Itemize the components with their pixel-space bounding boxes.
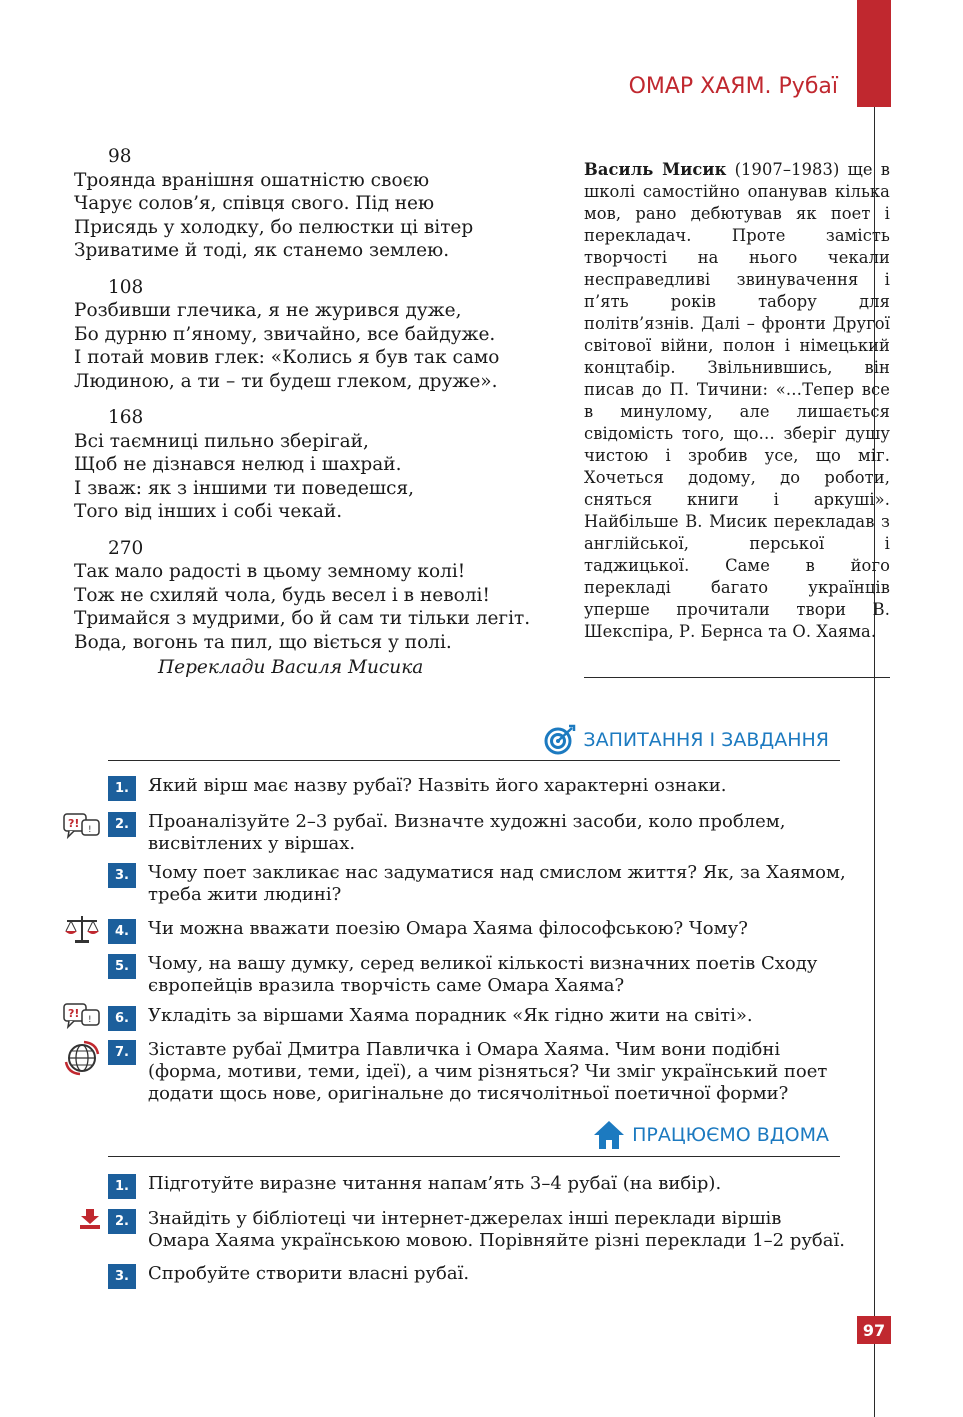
question-number: 2. [108, 812, 136, 837]
homework-number: 3. [108, 1264, 136, 1289]
question-number: 4. [108, 919, 136, 944]
poem-line: Того від інших і собі чекай. [74, 501, 343, 522]
margin-line-lower [874, 677, 875, 1417]
homework-number: 2. [108, 1209, 136, 1234]
homework-heading [592, 1119, 829, 1151]
poems [74, 145, 574, 680]
poem-line: Тож не схиляй чола, будь весел і в неволі! [74, 584, 490, 606]
question-number: 1. [108, 776, 136, 801]
poem-number: 270 [108, 537, 144, 559]
poem-line: І зваж: як з іншими ти поведешся, [74, 477, 415, 499]
question-text: Чому поет закликає нас задуматися над смислом життя? Як, за Хаямом, треба жити людині? [148, 862, 846, 905]
question-item [108, 1039, 848, 1105]
poem-line: Зриватиме й тоді, як станемо землею. [74, 240, 450, 261]
poem-line: Присядь у холодку, бо пелюстки ці вітер [74, 216, 474, 238]
poem-line: Всі таємниці пильно зберігай, [74, 430, 369, 452]
poem-line: Щоб не дізнався нелюд і шахрай. [74, 454, 402, 475]
question-text: Зіставте рубаї Дмитра Павличка і Омара Хаяма. Чим вони подібні (форма, мотиви, теми, ідеї), а чим різняться? Чи зміг український поет додати щось нове, оригінальне до тисячолітньої поетичної форми? [148, 1039, 828, 1104]
poem [74, 406, 574, 524]
homework-title: ПРАЦЮЄМО ВДОМА [632, 1124, 829, 1146]
homework-item [108, 1263, 848, 1289]
question-item [108, 1005, 848, 1031]
section-rule [108, 760, 840, 761]
poem-number: 98 [108, 146, 132, 167]
homework-text: Спробуйте створити власні рубаї. [148, 1263, 470, 1284]
question-text: Проаналізуйте 2–3 рубаї. Визначте художні засоби, коло проблем, висвітлених у віршах. [148, 811, 786, 854]
questions-heading [543, 724, 829, 756]
svg-text:!: ! [88, 1015, 92, 1025]
poem-line: Так мало радості в цьому земному колі! [74, 561, 466, 582]
questions-title: ЗАПИТАННЯ І ЗАВДАННЯ [583, 729, 829, 751]
discussion-bubbles-icon [62, 1002, 102, 1034]
question-item [108, 811, 848, 855]
home-icon [592, 1119, 626, 1151]
svg-text:?!: ?! [68, 1007, 80, 1020]
question-number: 5. [108, 954, 136, 979]
homework-number: 1. [108, 1174, 136, 1199]
poem [74, 145, 574, 263]
poem-line: Бо дурню п’яному, звичайно, все байдуже. [74, 323, 496, 345]
question-item [108, 953, 848, 997]
homework-text: Підготуйте виразне читання напам’ять 3–4 рубаї (на вибір). [148, 1173, 722, 1194]
header-tab [857, 0, 891, 107]
download-icon [78, 1208, 102, 1230]
poem-line: Вода, вогонь та пил, що віється у полі. [74, 631, 452, 653]
question-item [108, 862, 848, 906]
question-item [108, 918, 848, 944]
section-rule [108, 1156, 840, 1157]
author-note [584, 159, 890, 643]
poem-line: Тримайся з мудрими, бо й сам ти тільки легіт. [74, 608, 531, 629]
poem-line: І потай мовив глек: «Колись я був так само [74, 347, 500, 368]
question-number: 7. [108, 1040, 136, 1065]
page-number: 97 [857, 1316, 891, 1344]
poem-number: 108 [108, 276, 144, 298]
poem-line: Троянда вранішня ошатністю своєю [74, 169, 430, 191]
translation-credit: Переклади Василя Мисика [158, 657, 424, 678]
question-text: Який вірш має назву рубаї? Назвіть його характерні ознаки. [148, 775, 727, 796]
author-bio: (1907–1983) ще в школі самостійно опанував кілька мов, рано дебютував як поет і перекладач. Проте замість творчості на нього чекали несправедливі звинувачення і п’ять років табору для політв’язнів. Далі – фронти Другої світової війни, полон і німецький концтабір. Звільнившись, він писав до П. Тичини: «…Тепер все в минулому, але лишається свідомість того, що… зберіг душу чистою і зробив усе, що міг. Хочеться додому, до роботи, сняться книги і аркуші». Найбільше В. Мисик перекладав з англійської, перської і таджицької. Саме в його перекладі багато українців уперше прочитали твори В. Шекспіра, Р. Бернса та О. Хаяма. [584, 160, 890, 641]
question-number: 3. [108, 863, 136, 888]
question-text: Чому, на вашу думку, серед великої кількості визначних поетів Сходу європейців вразила творчість саме Омара Хаяма? [148, 953, 818, 996]
page-header: ОМАР ХАЯМ. Рубаї [628, 74, 838, 99]
svg-text:!: ! [88, 825, 92, 835]
discussion-bubbles-icon [62, 812, 102, 844]
target-icon [543, 724, 577, 756]
homework-item [108, 1173, 848, 1199]
poem [74, 537, 574, 655]
svg-text:?!: ?! [68, 817, 80, 830]
poem [74, 276, 574, 394]
poem-line: Чарує солов’я, співця свого. Під нею [74, 193, 435, 214]
author-name: Василь Мисик [584, 160, 727, 179]
poem-number: 168 [108, 407, 144, 428]
question-number: 6. [108, 1006, 136, 1031]
globe-icon [62, 1040, 102, 1078]
poem-line: Розбивши глечика, я не журився дуже, [74, 300, 462, 321]
homework-text: Знайдіть у бібліотеці чи інтернет-джерелах інші переклади віршів Омара Хаяма українською мовою. Порівняйте різні переклади 1–2 рубаї. [148, 1208, 845, 1251]
poem-line: Людиною, а ти – ти будеш глеком, друже». [74, 370, 498, 392]
scales-icon [62, 913, 102, 945]
homework-item [108, 1208, 848, 1252]
question-text: Чи можна вважати поезію Омара Хаяма філософською? Чому? [148, 918, 748, 939]
question-item [108, 775, 848, 801]
sidebar-divider [584, 677, 890, 678]
question-text: Укладіть за віршами Хаяма порадник «Як гідно жити на світі». [148, 1005, 753, 1026]
